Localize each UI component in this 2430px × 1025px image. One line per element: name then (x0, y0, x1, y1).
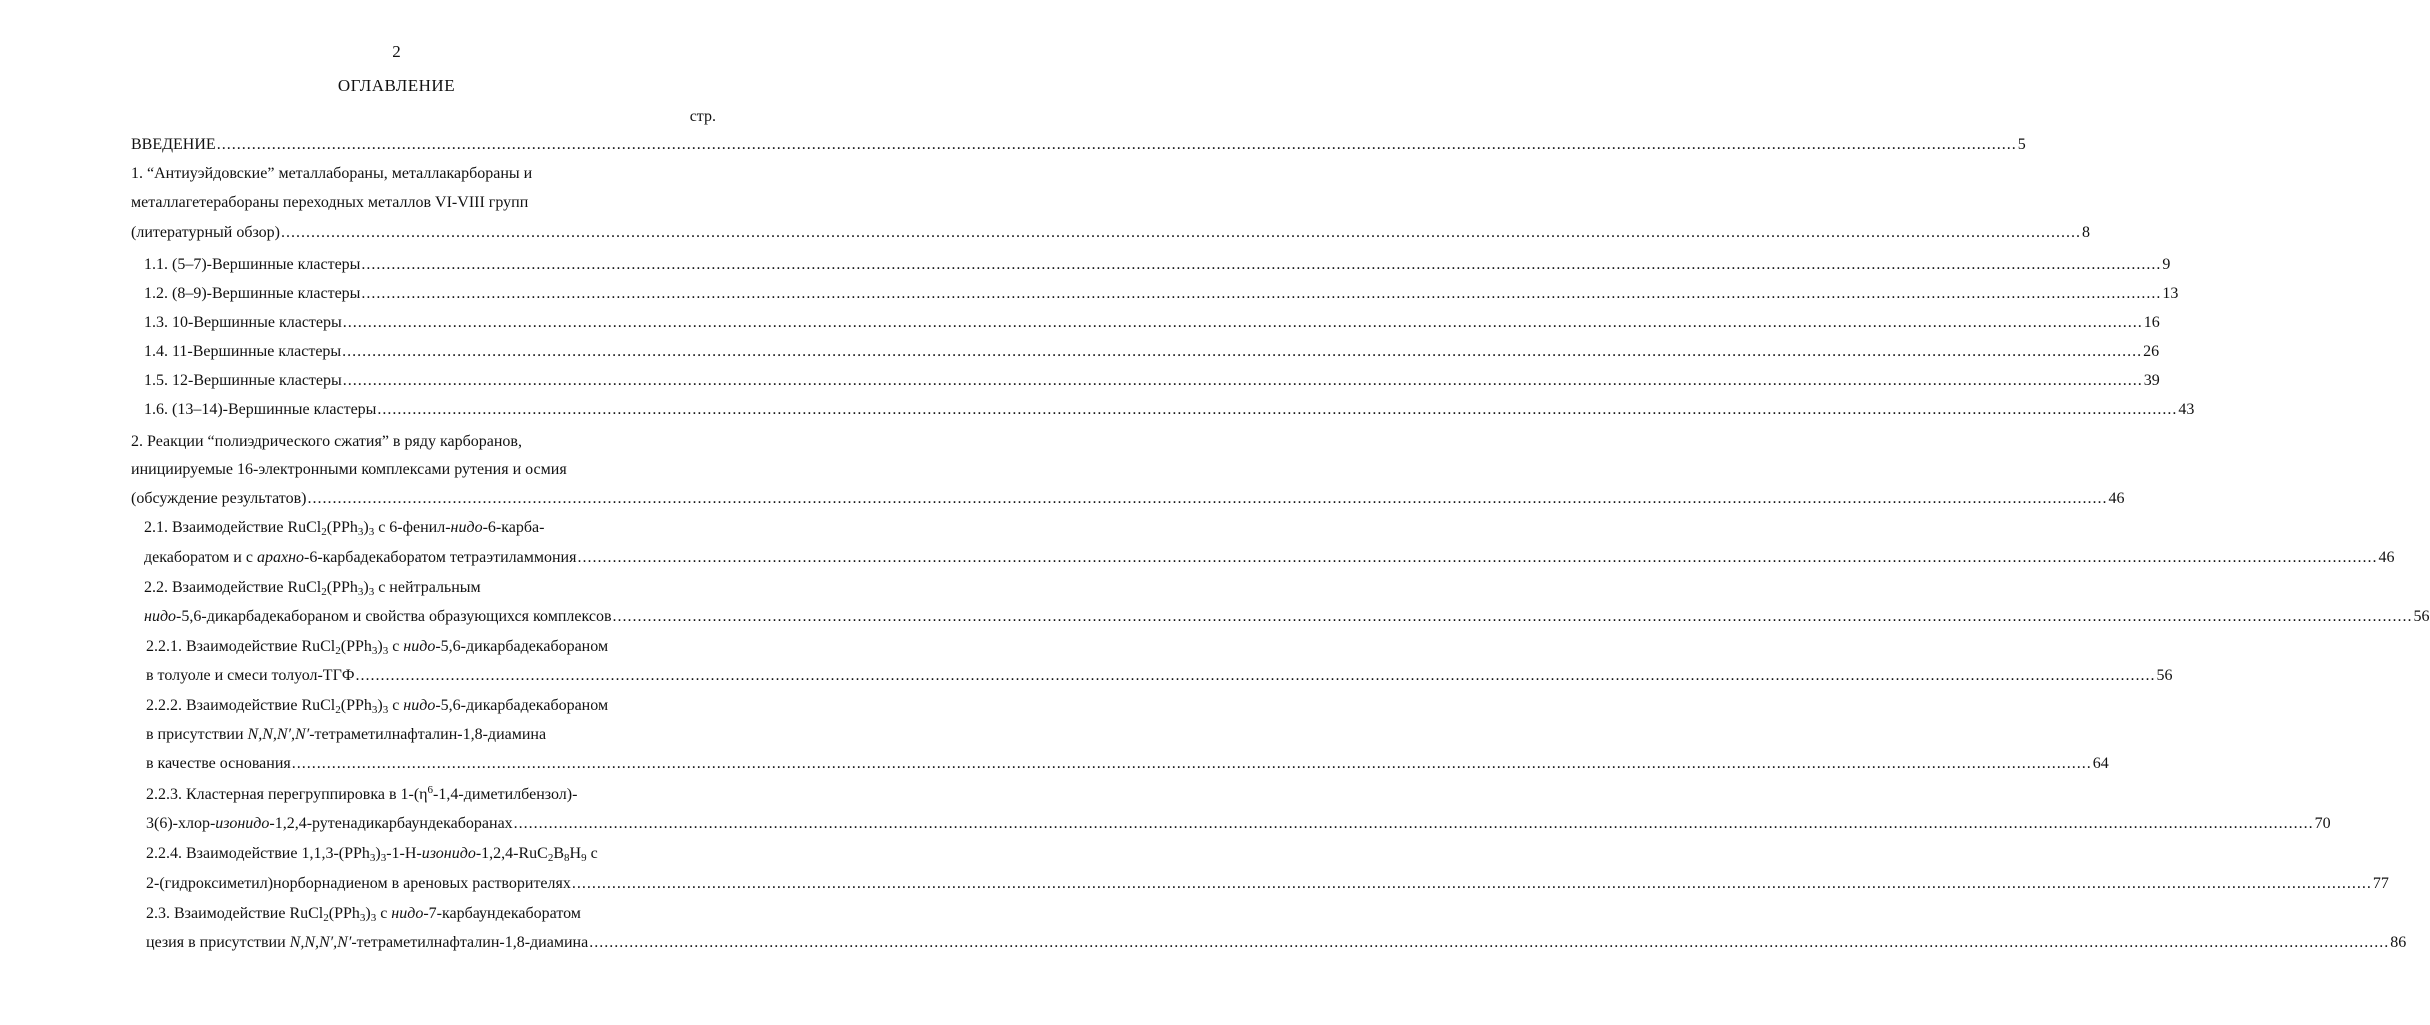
dot-leader: ........................................................................................................................................................................................................................................................................................................................................................................ (361, 285, 2162, 302)
text-run: -6-карбадекаборатом тетраэтиламмония (304, 549, 577, 566)
text-run: 2.2.4. Взаимодействие 1,1,3-(PPh (146, 845, 370, 862)
toc-entry-s2-line2[interactable]: инициируемые 16-электронными комплексами рутения и осмия (131, 461, 567, 478)
toc-page-number: 70 (2314, 815, 2331, 832)
toc-entry-s2-2-4-line2[interactable] (146, 872, 2389, 896)
toc-entry-text: 1.1. (5–7)-Вершинные кластеры (144, 256, 361, 273)
toc-entry-s2-2-line2[interactable] (144, 605, 2430, 629)
subscript: 3 (370, 912, 377, 924)
toc-entry-s2-2-line1[interactable] (144, 576, 715, 600)
toc-entry-s1-line1[interactable]: 1. “Антиуэйдовские” металлабораны, металлакарбораны и (131, 165, 533, 182)
subscript: 8 (564, 852, 570, 864)
toc-entry-text: 2-(гидроксиметил)норборнадиеном в ареновых растворителях (146, 875, 571, 892)
toc-entry-s2-3-line1[interactable] (146, 902, 715, 926)
toc-entry-s1-2[interactable] (144, 282, 2179, 306)
toc-entry-text: 1.3. 10-Вершинные кластеры (144, 314, 342, 331)
text-run: -5,6-дикарбадекабораном и свойства образующихся комплексов (176, 608, 612, 625)
toc-entry-s2-2-2-line3[interactable] (146, 752, 2109, 776)
toc-entry-s2-line1[interactable]: 2. Реакции “полиэдрического сжатия” в ряду карборанов, (131, 433, 522, 450)
toc-page-number: 86 (2390, 934, 2407, 951)
toc-entry-text: 1.2. (8–9)-Вершинные кластеры (144, 285, 361, 302)
toc-entry-text (144, 605, 612, 629)
text-run: с (388, 638, 404, 655)
italic-run: нидо (450, 519, 483, 536)
text-run: 2.2.1. Взаимодействие RuCl (146, 638, 336, 655)
toc-entry-s2-1-line2[interactable] (144, 546, 2395, 570)
text-run: -5,6-дикарбадекабораном (435, 697, 609, 714)
toc-entry-s2-2-2-line1[interactable] (146, 694, 715, 718)
toc-entry-s2-2-1-line1[interactable] (146, 635, 715, 659)
toc-entry-text (146, 931, 588, 955)
subscript: 3 (371, 704, 378, 716)
toc-entry-s2-2-2-line2[interactable] (146, 723, 715, 747)
dot-leader: ........................................................................................................................................................................................................................................................................................................................................................................ (513, 815, 2314, 832)
italic-run: нидо (144, 608, 177, 625)
text-run: -тетраметилнафталин-1,8-диамина (309, 726, 547, 743)
text-run: 2.2.2. Взаимодействие RuCl (146, 697, 336, 714)
text-run: с нейтральным (374, 579, 481, 596)
text-run: -1,2,4-RuC (475, 845, 548, 862)
toc-page-number: 77 (2372, 875, 2389, 892)
subscript: 3 (382, 704, 389, 716)
page-column-label: стр. (689, 108, 716, 125)
text-run: ) (377, 638, 383, 655)
toc-entry-text: 1.6. (13–14)-Вершинные кластеры (144, 401, 377, 418)
toc-entry-text: в толуоле и смеси толуол-ТГФ (146, 667, 355, 684)
text-run: ) (377, 697, 383, 714)
text-run: (PPh (340, 638, 372, 655)
text-run: в присутствии (146, 726, 248, 743)
toc-entry-s1-3[interactable] (144, 311, 2160, 335)
toc-entry-s2-2-3-line2[interactable] (146, 812, 2331, 836)
subscript: 2 (335, 704, 341, 716)
text-run: (PPh (326, 579, 358, 596)
toc-entry-s2-2-3-line1[interactable] (146, 783, 715, 807)
text-run: с 6-фенил- (374, 519, 451, 536)
subscript: 3 (357, 586, 364, 598)
toc-page-number: 39 (2143, 372, 2160, 389)
toc-entry-s1-4[interactable] (144, 340, 2160, 364)
text-run: ) (363, 519, 369, 536)
text-run: ) (365, 905, 371, 922)
page-title: ОГЛАВЛЕНИЕ (337, 76, 456, 95)
dot-leader: ........................................................................................................................................................................................................................................................................................................................................................................ (342, 372, 2143, 389)
toc-entry-text: ВВЕДЕНИЕ (131, 136, 216, 153)
toc-page-number: 8 (2082, 224, 2091, 241)
toc-page-number: 43 (2178, 401, 2195, 418)
text-run: с (376, 905, 392, 922)
text-run: (PPh (326, 519, 358, 536)
italic-run: изонидо (215, 815, 270, 832)
toc-entry-s1-6[interactable] (144, 398, 2195, 422)
subscript: 2 (335, 645, 341, 657)
toc-page-number: 9 (2162, 256, 2171, 273)
subscript: 3 (369, 852, 376, 864)
toc-entry-text: (обсуждение результатов) (131, 490, 307, 507)
dot-leader: ........................................................................................................................................................................................................................................................................................................................................................................ (355, 667, 2156, 684)
dot-leader: ........................................................................................................................................................................................................................................................................................................................................................................ (342, 343, 2143, 360)
toc-entry-intro[interactable] (131, 133, 2026, 157)
toc-entry-s2-1-line1[interactable] (144, 516, 715, 540)
toc-page-number: 56 (2156, 667, 2173, 684)
dot-leader: ........................................................................................................................................................................................................................................................................................................................................................................ (291, 755, 2092, 772)
dot-leader: ........................................................................................................................................................................................................................................................................................................................................................................ (571, 875, 2372, 892)
text-run: (PPh (340, 697, 372, 714)
text-run: H (569, 845, 582, 862)
dot-leader: ........................................................................................................................................................................................................................................................................................................................................................................ (577, 549, 2378, 566)
dot-leader: ........................................................................................................................................................................................................................................................................................................................................................................ (307, 490, 2108, 507)
toc-page-number: 16 (2143, 314, 2160, 331)
dot-leader: ........................................................................................................................................................................................................................................................................................................................................................................ (216, 136, 2017, 153)
toc-page-number: 13 (2162, 285, 2179, 302)
toc-entry-text (144, 546, 576, 570)
subscript: 3 (368, 586, 375, 598)
dot-leader: ........................................................................................................................................................................................................................................................................................................................................................................ (377, 401, 2178, 418)
text-run: -6-карба- (482, 519, 545, 536)
dot-leader: ........................................................................................................................................................................................................................................................................................................................................................................ (589, 934, 2390, 951)
text-run: (PPh (328, 905, 360, 922)
superscript: 6 (427, 784, 434, 796)
text-run: с (388, 697, 404, 714)
subscript: 3 (357, 526, 364, 538)
subscript: 3 (368, 526, 375, 538)
text-run: -1,4-диметилбензол)- (433, 786, 578, 803)
toc-entry-text: 1.4. 11-Вершинные кластеры (144, 343, 342, 360)
toc-page-number: 46 (2378, 549, 2395, 566)
text-run: ) (375, 845, 381, 862)
text-run: -5,6-дикарбадекабораном (435, 638, 609, 655)
dot-leader: ........................................................................................................................................................................................................................................................................................................................................................................ (361, 256, 2162, 273)
subscript: 3 (382, 645, 389, 657)
text-run: B (553, 845, 564, 862)
text-run: 3(6)-хлор- (146, 815, 216, 832)
italic-run: нидо (403, 638, 436, 655)
toc-entry-text: в качестве основания (146, 755, 291, 772)
toc-entry-s2-2-1-line2[interactable] (146, 664, 2173, 688)
italic-run: изонидо (421, 845, 476, 862)
subscript: 9 (581, 852, 587, 864)
text-run: 2.2. Взаимодействие RuCl (144, 579, 322, 596)
toc-page-number: 56 (2413, 608, 2430, 625)
toc-page-number: 26 (2143, 343, 2160, 360)
text-run: декаборатом и с (144, 549, 257, 566)
subscript: 2 (321, 586, 327, 598)
italic-run: N,N,N′,N′ (289, 934, 352, 951)
toc-entry-s1-1[interactable] (144, 253, 2171, 277)
text-run: с (586, 845, 598, 862)
subscript: 2 (547, 852, 554, 864)
toc-entry-s1-line3[interactable] (131, 221, 2091, 245)
text-run: -1-H- (386, 845, 422, 862)
italic-run: нидо (391, 905, 424, 922)
text-run: ) (363, 579, 369, 596)
text-run: -1,2,4-рутенадикарбаундекаборанах (269, 815, 513, 832)
toc-entry-text: (литературный обзор) (131, 224, 281, 241)
subscript: 2 (323, 912, 329, 924)
italic-run: N,N,N′,N′ (247, 726, 310, 743)
toc-entry-text (146, 812, 513, 836)
text-run: 2.1. Взаимодействие RuCl (144, 519, 322, 536)
subscript: 3 (371, 645, 378, 657)
italic-run: нидо (403, 697, 436, 714)
dot-leader: ........................................................................................................................................................................................................................................................................................................................................................................ (342, 314, 2143, 331)
dot-leader: ........................................................................................................................................................................................................................................................................................................................................................................ (281, 224, 2082, 241)
subscript: 2 (321, 526, 327, 538)
page-number: 2 (392, 42, 401, 61)
dot-leader: ........................................................................................................................................................................................................................................................................................................................................................................ (612, 608, 2413, 625)
toc-page-number: 64 (2092, 755, 2109, 772)
text-run: 2.3. Взаимодействие RuCl (146, 905, 324, 922)
subscript: 3 (359, 912, 366, 924)
text-run: -7-карбаундекаборатом (423, 905, 581, 922)
toc-entry-s2-3-line2[interactable] (146, 931, 2407, 955)
toc-entry-s2-2-4-line1[interactable] (146, 842, 715, 866)
italic-run: арахно (256, 549, 305, 566)
text-run: цезия в присутствии (146, 934, 290, 951)
text-run: -тетраметилнафталин-1,8-диамина (351, 934, 589, 951)
subscript: 3 (380, 852, 387, 864)
text-run: 2.2.3. Кластерная перегруппировка в 1-(η (146, 786, 428, 803)
toc-entry-s1-5[interactable] (144, 369, 2160, 393)
toc-entry-text: 1.5. 12-Вершинные кластеры (144, 372, 342, 389)
toc-page-number: 46 (2108, 490, 2125, 507)
toc-entry-s1-line2[interactable]: металлагетерабораны переходных металлов VI-VIII групп (131, 194, 529, 211)
toc-page-number: 5 (2017, 136, 2026, 153)
toc-entry-s2-line3[interactable] (131, 487, 2125, 511)
